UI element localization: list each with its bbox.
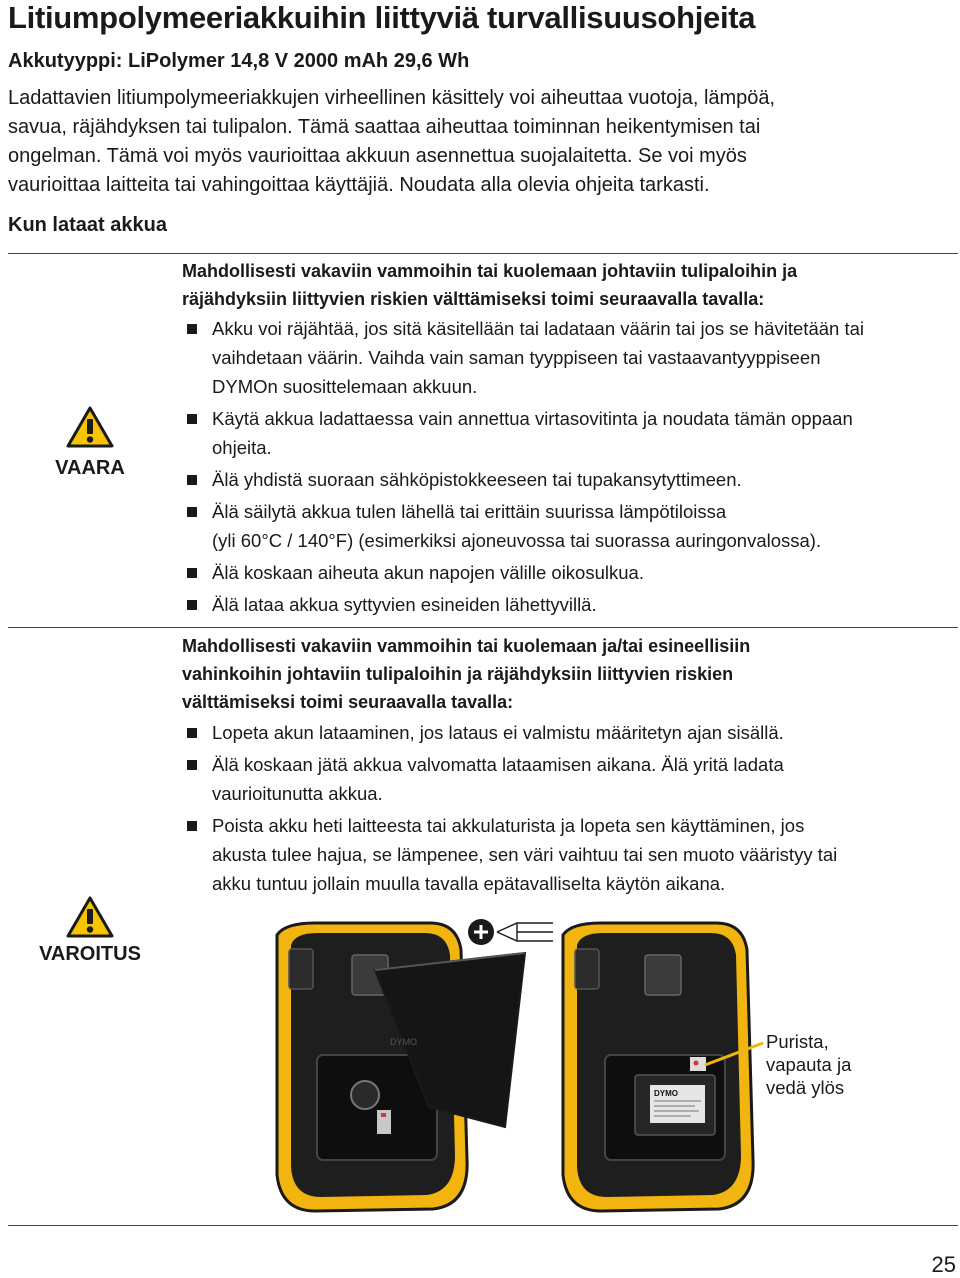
item-line: Älä koskaan jätä akkua valvomatta lataamisen aikana. Älä yritä ladata [212,754,784,775]
danger-heading [182,257,952,313]
item-line: Älä säilytä akkua tulen lähellä tai erittäin suurissa lämpötiloissa [212,501,727,522]
item-line: ohjeita. [212,437,272,458]
label-maker-open-cover [277,923,525,1211]
item-line: akku tuntuu jollain muulla tavalla epätavalliselta käytön aikana. [212,873,726,894]
battery-type: Akkutyyppi: LiPolymer 14,8 V 2000 mAh 29,6 Wh [8,50,470,72]
warning-heading-line: Mahdollisesti vakaviin vammoihin tai kuolemaan ja/tai esineellisiin [182,636,751,656]
warning-item [182,718,957,747]
item-line: akusta tulee hajua, se lämpenee, sen väri vaihtuu tai sen muoto vääristyy tai [212,844,838,865]
item-line: Älä koskaan aiheuta akun napojen välille oikosulkua. [212,562,644,583]
page-number: 25 [931,1252,956,1277]
divider [8,253,958,254]
warning-heading-line: vahinkoihin johtaviin tulipaloihin ja räjähdyksiin liittyvien riskien [182,664,734,684]
item-line: Käytä akkua ladattaessa vain annettua virtasovitinta ja noudata tämän oppaan [212,408,853,429]
item-line: vaurioitunutta akkua. [212,783,383,804]
item-line: Lopeta akun lataaminen, jos lataus ei valmistu määritetyn ajan sisällä. [212,722,784,743]
callout-line: vedä ylös [766,1077,845,1098]
danger-item [182,314,957,401]
divider [8,627,958,628]
page-title: Litiumpolymeeriakkuihin liittyviä turvallisuusohjeita [8,0,756,35]
item-line: Poista akku heti laitteesta tai akkulaturista ja lopeta sen käyttäminen, jos [212,815,805,836]
brand-text: DYMO [654,1089,678,1098]
item-line: vaihdetaan väärin. Vaihda vain saman tyyppiseen tai vastaavantyyppiseen [212,347,821,368]
item-line: Älä lataa akkua syttyvien esineiden lähettyvillä. [212,594,597,615]
divider [8,1225,958,1226]
danger-heading-line: räjähdyksiin liittyvien riskien välttämiseksi toimi seuraavalla tavalla: [182,289,765,309]
screwdriver-icon [468,919,553,945]
intro-line: savua, räjähdyksen tai tulipalon. Tämä saattaa aiheuttaa toiminnan heikentymisen tai [8,116,761,138]
callout-text [766,1030,851,1099]
danger-item [182,497,957,555]
item-line: DYMOn suosittelemaan akkuun. [212,376,478,397]
warning-triangle-icon [66,405,114,449]
danger-list [182,314,957,622]
item-line: (yli 60°C / 140°F) (esimerkiksi ajoneuvossa tai suorassa auringonvalossa). [212,530,822,551]
section-heading: Kun lataat akkua [8,214,167,236]
warning-item [182,811,957,898]
warning-heading-line: välttämiseksi toimi seuraavalla tavalla: [182,692,514,712]
danger-item [182,590,957,619]
callout-line: Purista, [766,1031,829,1052]
item-line: Älä yhdistä suoraan sähköpistokkeeseen tai tupakansytyttimeen. [212,469,742,490]
danger-item [182,558,957,587]
callout-line: vapauta ja [766,1054,852,1075]
label-maker-battery-bay [563,923,763,1211]
item-line: Akku voi räjähtää, jos sitä käsitellään tai ladataan väärin tai jos se hävitetään tai [212,318,864,339]
intro-line: vaurioittaa laitteita tai vahingoittaa käyttäjiä. Noudata alla olevia ohjeita tarkasti. [8,174,710,196]
danger-label: VAARA [55,457,125,479]
danger-heading-line: Mahdollisesti vakaviin vammoihin tai kuolemaan johtaviin tulipaloihin ja [182,261,798,281]
brand-text: DYMO [390,1037,417,1047]
warning-item [182,750,957,808]
danger-item [182,404,957,462]
intro-line: Ladattavien litiumpolymeeriakkujen virheellinen käsittely voi aiheuttaa vuotoja, lämpöä, [8,87,776,109]
danger-item [182,465,957,494]
warning-triangle-icon [66,895,114,939]
intro-paragraph [8,84,953,200]
warning-heading [182,632,952,716]
warning-list [182,718,957,901]
warning-label: VAROITUS [39,943,141,965]
intro-line: ongelman. Tämä voi myös vaurioittaa akkuun asennettua suojalaitetta. Se voi myös [8,145,747,167]
